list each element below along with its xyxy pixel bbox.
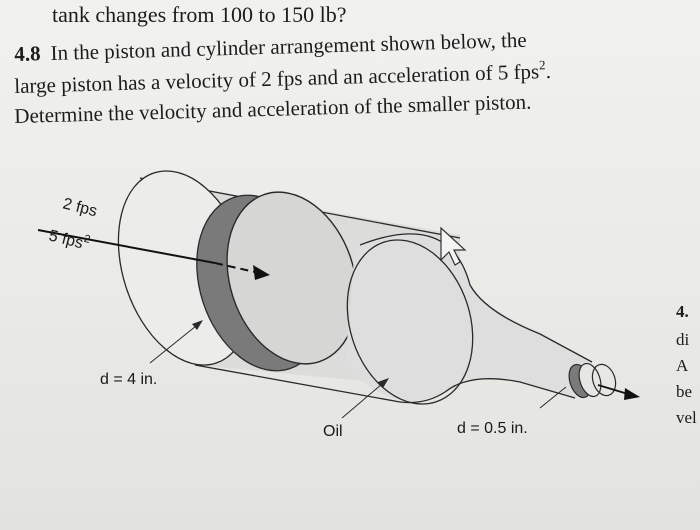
velocity-label: 2 fps [61,195,99,221]
next-column-fragment-5: vel [676,408,697,427]
previous-problem-text: tank changes from 100 to 150 lb? [52,2,347,27]
oil-label: Oil [323,423,343,440]
next-column-fragment-4: be [676,382,693,401]
problem-text-1: In the piston and cylinder arrangement shown below, the [50,27,527,65]
acceleration-label: 5 fps$^2$ [47,227,92,253]
small-diameter-label: d = 0.5 in. [457,420,528,437]
small-piston-arrowhead [624,388,640,400]
large-diameter-label: d = 4 in. [100,371,158,388]
problem-number: 4.8 [14,41,41,66]
problem-text-2-superscript: 2 [538,57,546,73]
problem-statement-line-3: Determine the velocity and acceleration of the smaller piston. [14,89,532,128]
problem-text-2-end: . [545,59,552,84]
next-column-fragment-2: di [676,330,690,349]
oil-leader [342,384,382,418]
next-column-fragment-3: A [676,356,689,375]
reducer-neck [345,234,592,400]
next-column-fragment-1: 4. [676,302,689,321]
problem-text-2: large piston has a velocity of 2 fps and an acceleration of 5 fps [14,59,540,98]
